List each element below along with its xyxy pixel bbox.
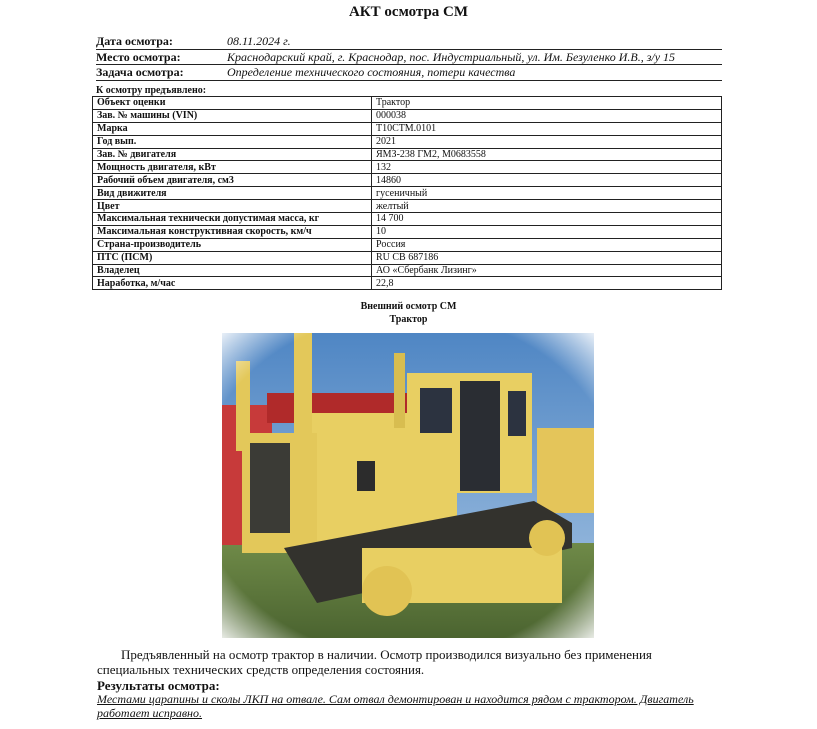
spec-key: Рабочий объем двигателя, см3 [93, 174, 372, 187]
spec-key: Максимальная конструктивная скорость, км/ч [93, 225, 372, 238]
header-row-task [96, 65, 722, 81]
spec-row [93, 122, 722, 135]
spec-value: 22,8 [372, 277, 722, 290]
spec-value: гусеничный [372, 187, 722, 200]
header-label: Задача осмотра: [96, 65, 184, 79]
spec-value: Россия [372, 238, 722, 251]
header-row-place [96, 50, 722, 66]
spec-row [93, 109, 722, 122]
spec-value: 14860 [372, 174, 722, 187]
spec-key: Вид движителя [93, 187, 372, 200]
spec-row [93, 277, 722, 290]
spec-key: Зав. № двигателя [93, 148, 372, 161]
header-label: Дата осмотра: [96, 34, 173, 48]
specs-table [92, 96, 722, 290]
spec-value: 10 [372, 225, 722, 238]
spec-row [93, 135, 722, 148]
spec-value: 14 700 [372, 213, 722, 226]
spec-value: 2021 [372, 135, 722, 148]
inspection-title: Внешний осмотр СМ [360, 301, 457, 312]
spec-key: ПТС (ПСМ) [93, 251, 372, 264]
paragraph-text: Предъявленный на осмотр трактор в наличии. Осмотр производился визуально без применения специальных технических средств определения состояния. [97, 647, 652, 677]
spec-value: RU CB 687186 [372, 251, 722, 264]
spec-row [93, 200, 722, 213]
tractor-photo [222, 333, 594, 638]
spec-row [93, 238, 722, 251]
inspection-paragraph [97, 647, 717, 677]
spec-value: Т10СТМ.0101 [372, 122, 722, 135]
spec-value: ЯМЗ-238 ГМ2, М0683558 [372, 148, 722, 161]
document-title: АКТ осмотра СМ [348, 4, 469, 20]
results-heading: Результаты осмотра: [97, 678, 220, 693]
header-row-date [96, 34, 722, 50]
spec-key: Максимальная технически допустимая масса, кг [93, 213, 372, 226]
spec-key: Марка [93, 122, 372, 135]
spec-value: желтый [372, 200, 722, 213]
spec-row [93, 148, 722, 161]
inspection-subtitle: Трактор [389, 314, 428, 325]
spec-row [93, 174, 722, 187]
spec-key: Мощность двигателя, кВт [93, 161, 372, 174]
spec-row [93, 213, 722, 226]
spec-key: Страна-производитель [93, 238, 372, 251]
spec-value: АО «Сбербанк Лизинг» [372, 264, 722, 277]
spec-row [93, 264, 722, 277]
spec-row [93, 97, 722, 110]
header-value: 08.11.2024 г. [227, 34, 291, 48]
spec-key: Год вып. [93, 135, 372, 148]
results-text: Местами царапины и сколы ЛКП на отвале. Сам отвал демонтирован и находится рядом с трактором. Двигатель работает исправно. [97, 692, 694, 720]
presented-label: К осмотру предъявлено: [96, 85, 207, 96]
spec-row [93, 225, 722, 238]
spec-row [93, 161, 722, 174]
header-value: Определение технического состояния, потери качества [227, 65, 516, 79]
spec-key: Объект оценки [93, 97, 372, 110]
spec-value: 132 [372, 161, 722, 174]
spec-key: Наработка, м/час [93, 277, 372, 290]
header-label: Место осмотра: [96, 49, 181, 64]
spec-row [93, 251, 722, 264]
spec-value: 000038 [372, 109, 722, 122]
spec-key: Владелец [93, 264, 372, 277]
spec-value: Трактор [372, 97, 722, 110]
spec-row [93, 187, 722, 200]
header-value: Краснодарский край, г. Краснодар, пос. Индустриальный, ул. Им. Безуленко И.В., з/у 15 [227, 49, 676, 64]
spec-key: Зав. № машины (VIN) [93, 109, 372, 122]
spec-key: Цвет [93, 200, 372, 213]
inspection-header [96, 34, 722, 81]
